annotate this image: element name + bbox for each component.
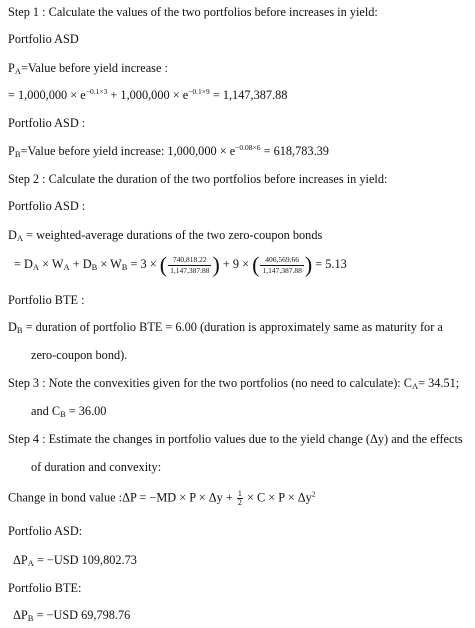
change-formula: Change in bond value :ΔP = −MD × P × Δy + $\frac{1}{2}$ × $C \times P \times \Delta y^2$: [8, 489, 316, 507]
step4-heading: Step 4 : Estimate the changes in portfolio values due to the yield change (Δy) and the effects: [8, 432, 463, 446]
portfolio-asd-label-2: Portfolio ASD :: [8, 116, 86, 130]
half-fraction: $\frac{1}{2}$: [237, 489, 242, 507]
step1-heading: Step 1 : Calculate the values of the two portfolios before increases in yield:: [8, 5, 378, 19]
portfolio-asd-label: Portfolio ASD: [8, 32, 79, 46]
db-definition-cont: zero-coupon bond).: [31, 348, 128, 362]
portfolio-bte-label-2: Portfolio BTE:: [8, 581, 82, 595]
portfolio-asd-label-3: Portfolio ASD :: [8, 199, 86, 213]
fraction-2: $\frac{406,569.66}{1,147,387.88}$: [262, 255, 302, 275]
pa-definition: $P_A=Value$ before yield increase :: [8, 61, 168, 76]
portfolio-asd-label-4: Portfolio ASD:: [8, 524, 83, 538]
dpa-result: $\Delta P_A = -USD$ 109,802.73: [13, 553, 137, 568]
da-definition: $D_A$ = weighted-average durations of the two zero-coupon bonds: [8, 228, 323, 243]
fraction-1: $\frac{740,818.22}{1,147,387.88}$: [170, 255, 210, 275]
step4-heading-cont: of duration and convexity:: [31, 460, 162, 474]
pb-definition: $P_B=Value$ before yield increase: $1,000,000 \times e^{-0.08\times 6} = 618,783.39$: [8, 143, 329, 159]
dpb-result: $\Delta P_B = -USD$ 69,798.76: [13, 608, 131, 623]
portfolio-bte-label: Portfolio BTE :: [8, 293, 85, 307]
db-definition: $D_B$ = duration of portfolio BTE = 6.00 (duration is approximately same as maturity for a: [8, 320, 443, 335]
duration-equation: = $D_A \times W_A + D_B \times W_B = 3$ × ( $\frac{740,818.22}{1,147,387.88}$ ) + 9 × ( $\frac{406,569.66}{1,147,387.88}$ ) = 5.13: [14, 251, 347, 277]
step3-heading: Step 3 : Note the convexities given for the two portfolios (no need to calculate): $C_A= 34.51$;: [8, 376, 460, 391]
pa-equation: = $1,000,000 \times e^{-0.1\times 3} + 1,000,000 \times e^{-0.1\times 9} = 1,147,387.88$: [8, 87, 288, 102]
cb-line: and $C_B = 36.00$: [31, 404, 107, 419]
step2-heading: Step 2 : Calculate the duration of the two portfolios before increases in yield:: [8, 172, 388, 186]
